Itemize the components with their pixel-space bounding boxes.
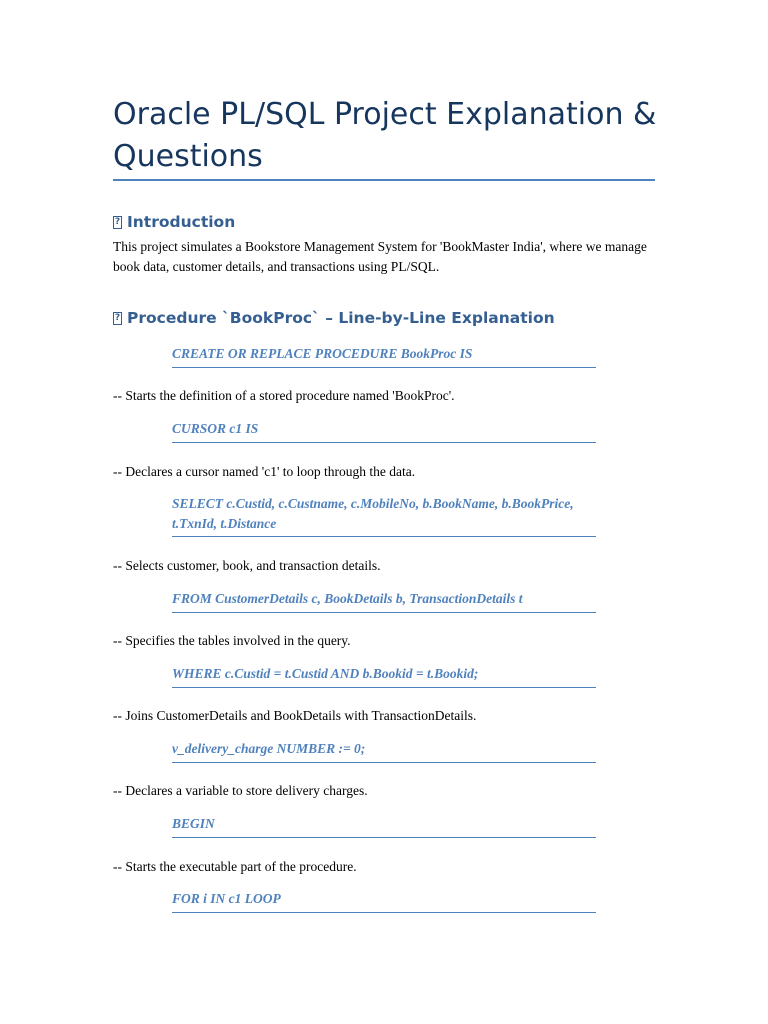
code-divider xyxy=(172,612,596,613)
unknown-glyph-icon xyxy=(113,216,122,229)
code-divider xyxy=(172,687,596,688)
code-line: WHERE c.Custid = t.Custid AND b.Bookid = t.Bookid; xyxy=(172,666,479,681)
intro-heading xyxy=(113,213,235,231)
code-line: BEGIN xyxy=(172,816,215,831)
intro-paragraph: This project simulates a Bookstore Management System for 'BookMaster India', where we manage book data, customer details, and transactions using PL/SQL. xyxy=(113,239,647,274)
intro-heading-text: Introduction xyxy=(127,213,236,231)
code-divider xyxy=(172,442,596,443)
code-line: v_delivery_charge NUMBER := 0; xyxy=(172,741,366,756)
code-explanation: -- Selects customer, book, and transaction details. xyxy=(113,558,381,573)
code-explanation: -- Starts the definition of a stored procedure named 'BookProc'. xyxy=(113,388,455,403)
code-line: FOR i IN c1 LOOP xyxy=(172,891,281,906)
code-divider xyxy=(172,837,596,838)
code-divider xyxy=(172,367,596,368)
code-line: SELECT c.Custid, c.Custname, c.MobileNo, b.BookName, b.BookPrice, t.TxnId, t.Distance xyxy=(172,496,574,531)
code-explanation: -- Specifies the tables involved in the query. xyxy=(113,633,351,648)
code-explanation: -- Declares a variable to store delivery charges. xyxy=(113,783,368,798)
code-explanation: -- Declares a cursor named 'c1' to loop through the data. xyxy=(113,464,416,479)
unknown-glyph-icon xyxy=(113,312,122,325)
code-explanation: -- Starts the executable part of the procedure. xyxy=(113,859,357,874)
code-explanation: -- Joins CustomerDetails and BookDetails with TransactionDetails. xyxy=(113,708,477,723)
document-title: Oracle PL/SQL Project Explanation & Questions xyxy=(113,97,657,174)
title-divider xyxy=(113,179,655,181)
code-line: CURSOR c1 IS xyxy=(172,421,259,436)
code-divider xyxy=(172,536,596,537)
procedure-heading-text: Procedure `BookProc` – Line-by-Line Explanation xyxy=(127,309,555,327)
code-divider xyxy=(172,762,596,763)
code-line: CREATE OR REPLACE PROCEDURE BookProc IS xyxy=(172,346,473,361)
code-line: FROM CustomerDetails c, BookDetails b, TransactionDetails t xyxy=(172,591,523,606)
procedure-heading xyxy=(113,309,555,327)
code-divider xyxy=(172,912,596,913)
